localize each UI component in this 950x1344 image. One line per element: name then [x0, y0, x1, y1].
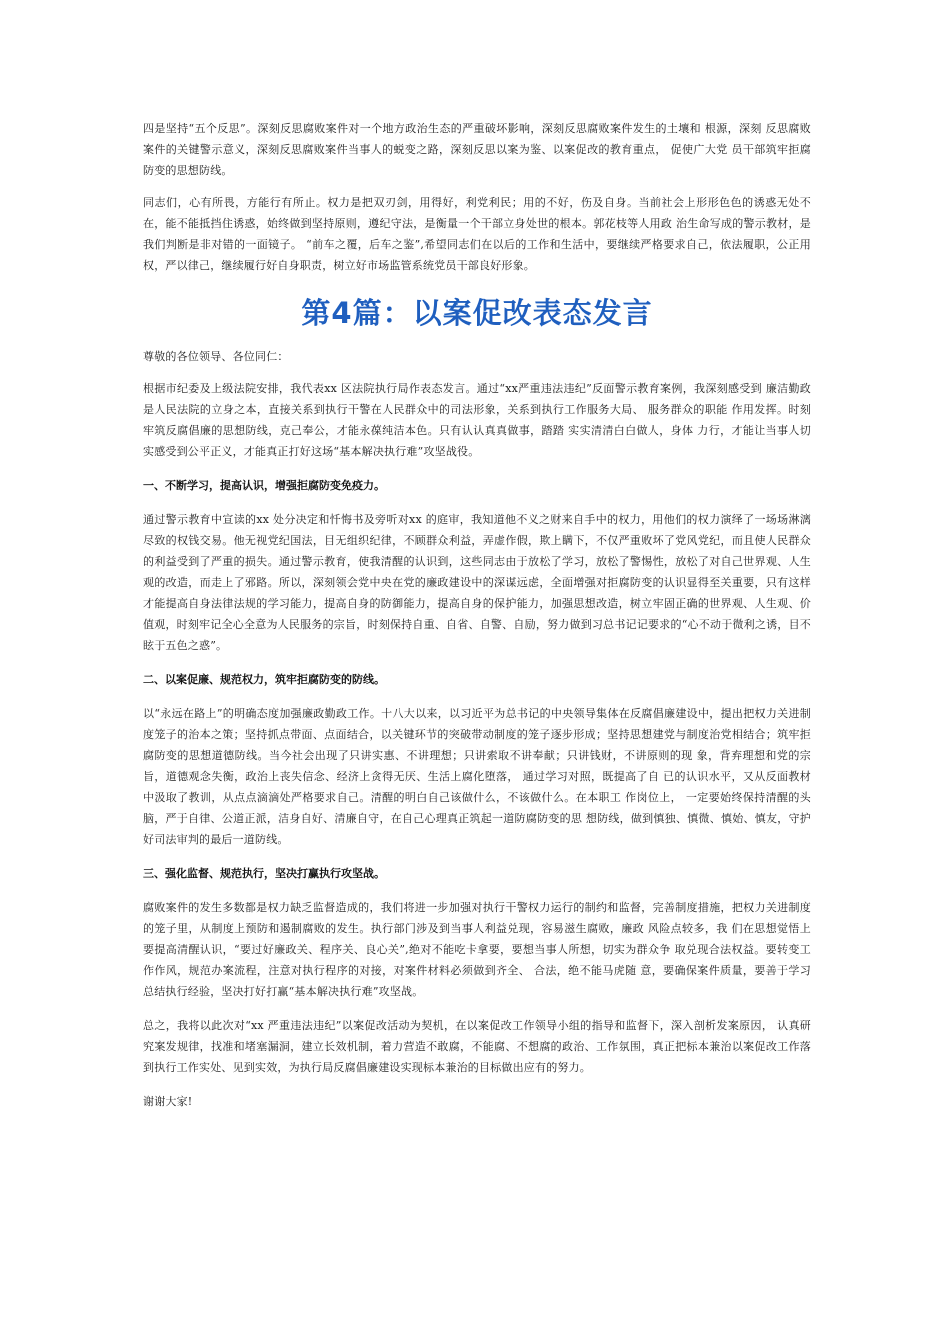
paragraph-section-2: 以“永远在路上”的明确态度加强廉政勤政工作。十八大以来，以习近平为总书记的中央领导集体在反腐倡廉建设中，提出把权力关进制度笼子的治本之策；坚持抓点带面、点面结合，以关键环节的突破带动制度的笼子逐步形成；坚持思想建党与制度治党相结合；筑牢拒腐防变的思想道德防线。当今社会出现了只讲实惠、不讲理想；只讲索取不讲奉献；只讲钱财，不讲原则的现 象，背弃理想和党的宗旨，道德观念失衡，政治上丧失信念、经济上贪得无厌、生活上腐化堕落， 通过学习对照，既提高了自 已的认识水平，又从反面教材中汲取了教训，从点点滴滴处严格要求自己。清醒的明白自己该做什么，不该做什么。在本职工 作岗位上， 一定要始终保持清醒的头脑，严于自律、公道正派，洁身自好、清廉自守，在自己心理真正筑起一道防腐防变的思 想防线，做到慎独、慎微、慎始、慎友，守护好司法审判的最后一道防线。: [143, 707, 811, 846]
paragraph-section-1: 通过警示教育中宣读的xx 处分决定和忏悔书及旁听对xx 的庭审，我知道他不义之财来自手中的权力，用他们的权力演绎了一场场淋漓尽致的权钱交易。他无视党纪国法，目无组织纪律，不顾群众利益，弄虚作假，欺上瞒下，不仅严重败坏了党风党纪，而且使人民群众的利益受到了严重的损失。通过警示教育，使我清醒的认识到，这些同志由于放松了学习，放松了警惕性，放松了对自己世界观、人生观的改造，而走上了邪路。所以，深刻领会党中央在党的廉政建设中的深谋远虑，全面增强对拒腐防变的认识显得至关重要，只有这样才能提高自身法律法规的学习能力，提高自身的防御能力，提高自身的保护能力，加强思想改造，树立牢固正确的世界观、人生观、价值观，时刻牢记全心全意为人民服务的宗旨，时刻保持自重、自省、自警、自励，努力做到习总书记记要求的“心不动于微利之诱，目不眩于五色之惑”。: [143, 513, 811, 652]
closing-thanks: 谢谢大家!: [143, 1095, 193, 1108]
document-page: [143, 118, 811, 1112]
article-title: 第4篇：以案促改表态发言: [301, 296, 653, 330]
paragraph-conclusion: 总之，我将以此次对“xx 严重违法违纪”以案促改活动为契机，在以案促改工作领导小组的指导和监督下，深入剖析发案原因， 认真研究案发规律，找准和堵塞漏洞，建立长效机制，着力营造不敢腐，不能腐、不想腐的政治、工作氛围，真正把标本兼治以案促改工作落到执行工作实处、见到实效，为执行局反腐倡廉建设实现标本兼治的目标做出应有的努力。: [143, 1019, 811, 1074]
paragraph-comrades: 同志们，心有所畏，方能行有所止。权力是把双刃剑，用得好，利党利民；用的不好，伤及自身。当前社会上形形色色的诱惑无处不在，能不能抵挡住诱惑，始终做到坚持原则，遵纪守法，是衡量一个干部立身处世的根本。郭花枝等人用政 治生命写成的警示教材，是我们判断是非对错的一面镜子。 “前车之覆，后车之鉴”,希望同志们在以后的工作和生活中，要继续严格要求自己，依法履职，公正用权，严以律己，继续履行好自身职责，树立好市场监管系统党员干部良好形象。: [143, 196, 811, 272]
section-heading-2: 二、以案促廉、规范权力，筑牢拒腐防变的防线。: [143, 673, 385, 686]
section-heading-3: 三、强化监督、规范执行，坚决打赢执行攻坚战。: [143, 867, 385, 880]
paragraph-opening: 根据市纪委及上级法院安排，我代表xx 区法院执行局作表态发言。通过“xx严重违法违纪”反面警示教育案例，我深刻感受到 廉洁勤政是人民法院的立身之本，直接关系到执行干警在人民群众中的司法形象，关系到执行工作服务大局、 服务群众的职能 作用发挥。时刻牢筑反腐倡廉的思想防线，克己奉公，才能永葆纯洁本色。只有认认真真做事，踏踏 实实清清白白做人，身体 力行，才能让当事人切实感受到公平正义，才能真正打好这场“基本解决执行难”攻坚战役。: [143, 382, 811, 458]
salutation: 尊敬的各位领导、各位同仁：: [143, 350, 289, 363]
paragraph-section-3: 腐败案件的发生多数都是权力缺乏监督造成的，我们将进一步加强对执行干警权力运行的制约和监督，完善制度措施，把权力关进制度的笼子里，从制度上预防和遏制腐败的发生。执行部门涉及到当事人利益兑现，容易滋生腐败，廉政 风险点较多，我 们在思想觉悟上要提高清醒认识，“要过好廉政关、程序关、良心关”,绝对不能吃卡拿要，要想当事人所想，切实为群众争 取兑现合法权益。要转变工作作风，规范办案流程，注意对执行程序的对接，对案件材料必须做到齐全、 合法，绝不能马虎随 意，要确保案件质量，要善于学习总结执行经验，坚决打好打赢“基本解决执行难”攻坚战。: [143, 901, 811, 998]
section-heading-1: 一、不断学习，提高认识，增强拒腐防变免疫力。: [143, 479, 385, 492]
paragraph-five-reflections: 四是坚持“五个反思”。深刻反思腐败案件对一个地方政治生态的严重破坏影响，深刻反思腐败案件发生的土壤和 根源，深刻 反思腐败案件的关键警示意义，深刻反思腐败案件当事人的蜕变之路，深刻反思以案为鉴、以案促改的教育重点， 促使广大党 员干部筑牢拒腐防变的思想防线。: [143, 122, 811, 177]
